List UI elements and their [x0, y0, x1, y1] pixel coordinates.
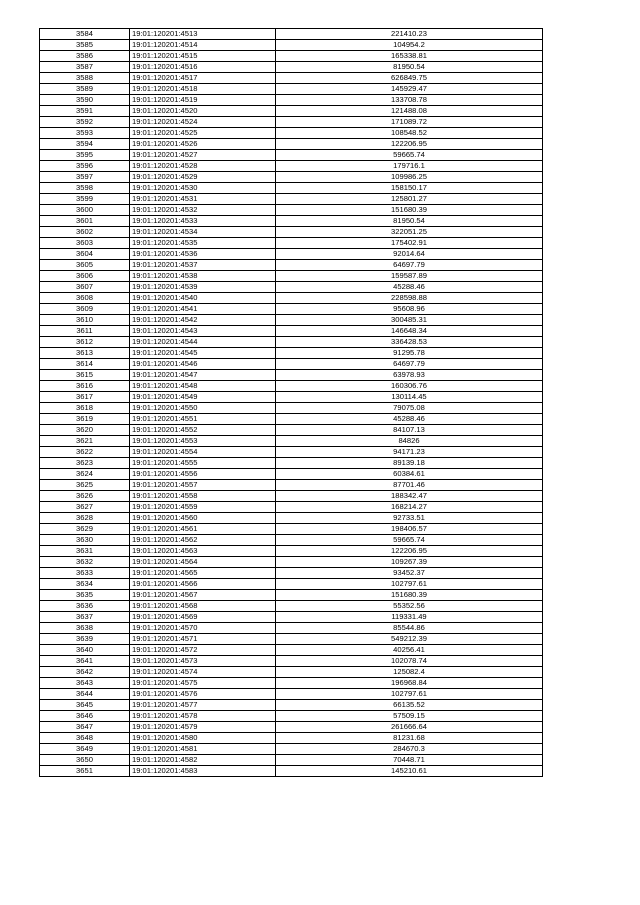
- cadastral-number-cell: 19:01:120201:4551: [130, 414, 276, 425]
- cadastral-number-cell: 19:01:120201:4563: [130, 546, 276, 557]
- row-number-cell: 3616: [40, 381, 130, 392]
- cadastral-number-cell: 19:01:120201:4520: [130, 106, 276, 117]
- row-number-cell: 3642: [40, 667, 130, 678]
- value-cell: 121488.08: [276, 106, 543, 117]
- row-number-cell: 3590: [40, 95, 130, 106]
- table-row: [40, 62, 543, 73]
- cadastral-number-cell: 19:01:120201:4532: [130, 205, 276, 216]
- table-row: [40, 678, 543, 689]
- table-row: [40, 304, 543, 315]
- cadastral-number-cell: 19:01:120201:4573: [130, 656, 276, 667]
- row-number-cell: 3603: [40, 238, 130, 249]
- row-number-cell: 3617: [40, 392, 130, 403]
- value-cell: 66135.52: [276, 700, 543, 711]
- value-cell: 81950.54: [276, 216, 543, 227]
- value-cell: 171089.72: [276, 117, 543, 128]
- row-number-cell: 3585: [40, 40, 130, 51]
- table-row: [40, 557, 543, 568]
- cadastral-number-cell: 19:01:120201:4534: [130, 227, 276, 238]
- row-number-cell: 3606: [40, 271, 130, 282]
- row-number-cell: 3632: [40, 557, 130, 568]
- table-row: [40, 150, 543, 161]
- row-number-cell: 3645: [40, 700, 130, 711]
- value-cell: 81950.54: [276, 62, 543, 73]
- cadastral-number-cell: 19:01:120201:4579: [130, 722, 276, 733]
- value-cell: 104954.2: [276, 40, 543, 51]
- value-cell: 93452.37: [276, 568, 543, 579]
- table-row: [40, 700, 543, 711]
- row-number-cell: 3594: [40, 139, 130, 150]
- table-row: [40, 403, 543, 414]
- value-cell: 84107.13: [276, 425, 543, 436]
- cadastral-number-cell: 19:01:120201:4562: [130, 535, 276, 546]
- cadastral-number-cell: 19:01:120201:4556: [130, 469, 276, 480]
- row-number-cell: 3626: [40, 491, 130, 502]
- value-cell: 228598.88: [276, 293, 543, 304]
- table-row: [40, 733, 543, 744]
- table-row: [40, 689, 543, 700]
- value-cell: 336428.53: [276, 337, 543, 348]
- row-number-cell: 3591: [40, 106, 130, 117]
- value-cell: 198406.57: [276, 524, 543, 535]
- table-row: [40, 359, 543, 370]
- cadastral-number-cell: 19:01:120201:4535: [130, 238, 276, 249]
- value-cell: 133708.78: [276, 95, 543, 106]
- cadastral-number-cell: 19:01:120201:4517: [130, 73, 276, 84]
- value-cell: 55352.56: [276, 601, 543, 612]
- table-row: [40, 436, 543, 447]
- table-row: [40, 348, 543, 359]
- table-row: [40, 381, 543, 392]
- row-number-cell: 3636: [40, 601, 130, 612]
- table-row: [40, 172, 543, 183]
- cadastral-number-cell: 19:01:120201:4559: [130, 502, 276, 513]
- value-cell: 102797.61: [276, 579, 543, 590]
- value-cell: 284670.3: [276, 744, 543, 755]
- table-row: [40, 414, 543, 425]
- cadastral-number-cell: 19:01:120201:4546: [130, 359, 276, 370]
- table-row: [40, 667, 543, 678]
- table-row: [40, 524, 543, 535]
- value-cell: 92014.64: [276, 249, 543, 260]
- row-number-cell: 3609: [40, 304, 130, 315]
- value-cell: 165338.81: [276, 51, 543, 62]
- table-row: [40, 612, 543, 623]
- cadastral-number-cell: 19:01:120201:4576: [130, 689, 276, 700]
- table-row: [40, 513, 543, 524]
- row-number-cell: 3586: [40, 51, 130, 62]
- cadastral-number-cell: 19:01:120201:4541: [130, 304, 276, 315]
- table-row: [40, 601, 543, 612]
- cadastral-number-cell: 19:01:120201:4544: [130, 337, 276, 348]
- table-row: [40, 73, 543, 84]
- table-row: [40, 95, 543, 106]
- table-row: [40, 227, 543, 238]
- row-number-cell: 3621: [40, 436, 130, 447]
- cadastral-number-cell: 19:01:120201:4569: [130, 612, 276, 623]
- row-number-cell: 3627: [40, 502, 130, 513]
- value-cell: 160306.76: [276, 381, 543, 392]
- table-row: [40, 161, 543, 172]
- data-table: [39, 28, 543, 777]
- cadastral-number-cell: 19:01:120201:4513: [130, 29, 276, 40]
- value-cell: 59665.74: [276, 150, 543, 161]
- row-number-cell: 3618: [40, 403, 130, 414]
- value-cell: 87701.46: [276, 480, 543, 491]
- value-cell: 59665.74: [276, 535, 543, 546]
- value-cell: 45288.46: [276, 282, 543, 293]
- value-cell: 64697.79: [276, 260, 543, 271]
- row-number-cell: 3593: [40, 128, 130, 139]
- table-row: [40, 370, 543, 381]
- cadastral-number-cell: 19:01:120201:4533: [130, 216, 276, 227]
- table-row: [40, 579, 543, 590]
- cadastral-number-cell: 19:01:120201:4528: [130, 161, 276, 172]
- cadastral-number-cell: 19:01:120201:4582: [130, 755, 276, 766]
- row-number-cell: 3605: [40, 260, 130, 271]
- table-row: [40, 205, 543, 216]
- table-row: [40, 337, 543, 348]
- table-row: [40, 40, 543, 51]
- row-number-cell: 3651: [40, 766, 130, 777]
- value-cell: 175402.91: [276, 238, 543, 249]
- cadastral-number-cell: 19:01:120201:4553: [130, 436, 276, 447]
- row-number-cell: 3622: [40, 447, 130, 458]
- row-number-cell: 3635: [40, 590, 130, 601]
- cadastral-number-cell: 19:01:120201:4514: [130, 40, 276, 51]
- row-number-cell: 3625: [40, 480, 130, 491]
- value-cell: 70448.71: [276, 755, 543, 766]
- table-row: [40, 447, 543, 458]
- cadastral-number-cell: 19:01:120201:4527: [130, 150, 276, 161]
- value-cell: 119331.49: [276, 612, 543, 623]
- cadastral-number-cell: 19:01:120201:4581: [130, 744, 276, 755]
- row-number-cell: 3596: [40, 161, 130, 172]
- table-row: [40, 117, 543, 128]
- row-number-cell: 3634: [40, 579, 130, 590]
- cadastral-number-cell: 19:01:120201:4526: [130, 139, 276, 150]
- cadastral-number-cell: 19:01:120201:4557: [130, 480, 276, 491]
- row-number-cell: 3619: [40, 414, 130, 425]
- row-number-cell: 3595: [40, 150, 130, 161]
- value-cell: 45288.46: [276, 414, 543, 425]
- table-row: [40, 623, 543, 634]
- cadastral-number-cell: 19:01:120201:4572: [130, 645, 276, 656]
- value-cell: 159587.89: [276, 271, 543, 282]
- value-cell: 221410.23: [276, 29, 543, 40]
- cadastral-number-cell: 19:01:120201:4542: [130, 315, 276, 326]
- cadastral-number-cell: 19:01:120201:4583: [130, 766, 276, 777]
- cadastral-number-cell: 19:01:120201:4537: [130, 260, 276, 271]
- cadastral-number-cell: 19:01:120201:4519: [130, 95, 276, 106]
- cadastral-number-cell: 19:01:120201:4540: [130, 293, 276, 304]
- row-number-cell: 3643: [40, 678, 130, 689]
- table-row: [40, 645, 543, 656]
- table-row: [40, 711, 543, 722]
- cadastral-number-cell: 19:01:120201:4555: [130, 458, 276, 469]
- table-row: [40, 194, 543, 205]
- row-number-cell: 3599: [40, 194, 130, 205]
- row-number-cell: 3629: [40, 524, 130, 535]
- value-cell: 300485.31: [276, 315, 543, 326]
- row-number-cell: 3639: [40, 634, 130, 645]
- value-cell: 151680.39: [276, 590, 543, 601]
- row-number-cell: 3641: [40, 656, 130, 667]
- table-body: [40, 29, 543, 777]
- cadastral-number-cell: 19:01:120201:4536: [130, 249, 276, 260]
- table-row: [40, 183, 543, 194]
- table-row: [40, 590, 543, 601]
- value-cell: 145210.61: [276, 766, 543, 777]
- value-cell: 626849.75: [276, 73, 543, 84]
- row-number-cell: 3628: [40, 513, 130, 524]
- row-number-cell: 3620: [40, 425, 130, 436]
- table-row: [40, 51, 543, 62]
- table-row: [40, 480, 543, 491]
- value-cell: 125801.27: [276, 194, 543, 205]
- row-number-cell: 3598: [40, 183, 130, 194]
- value-cell: 549212.39: [276, 634, 543, 645]
- value-cell: 130114.45: [276, 392, 543, 403]
- table-row: [40, 84, 543, 95]
- table-row: [40, 29, 543, 40]
- table-row: [40, 249, 543, 260]
- table-row: [40, 634, 543, 645]
- value-cell: 122206.95: [276, 139, 543, 150]
- row-number-cell: 3602: [40, 227, 130, 238]
- cadastral-number-cell: 19:01:120201:4543: [130, 326, 276, 337]
- cadastral-number-cell: 19:01:120201:4549: [130, 392, 276, 403]
- cadastral-number-cell: 19:01:120201:4530: [130, 183, 276, 194]
- table-row: [40, 502, 543, 513]
- table-row: [40, 392, 543, 403]
- value-cell: 261666.64: [276, 722, 543, 733]
- row-number-cell: 3592: [40, 117, 130, 128]
- cadastral-number-cell: 19:01:120201:4565: [130, 568, 276, 579]
- cadastral-number-cell: 19:01:120201:4539: [130, 282, 276, 293]
- cadastral-number-cell: 19:01:120201:4548: [130, 381, 276, 392]
- table-row: [40, 766, 543, 777]
- table-row: [40, 744, 543, 755]
- row-number-cell: 3630: [40, 535, 130, 546]
- row-number-cell: 3589: [40, 84, 130, 95]
- value-cell: 84826: [276, 436, 543, 447]
- value-cell: 60384.61: [276, 469, 543, 480]
- table-row: [40, 656, 543, 667]
- value-cell: 109267.39: [276, 557, 543, 568]
- row-number-cell: 3612: [40, 337, 130, 348]
- cadastral-number-cell: 19:01:120201:4554: [130, 447, 276, 458]
- value-cell: 89139.18: [276, 458, 543, 469]
- table-row: [40, 722, 543, 733]
- cadastral-number-cell: 19:01:120201:4516: [130, 62, 276, 73]
- table-row: [40, 425, 543, 436]
- cadastral-number-cell: 19:01:120201:4574: [130, 667, 276, 678]
- table-row: [40, 535, 543, 546]
- table-row: [40, 139, 543, 150]
- cadastral-number-cell: 19:01:120201:4560: [130, 513, 276, 524]
- value-cell: 109986.25: [276, 172, 543, 183]
- table-row: [40, 326, 543, 337]
- cadastral-number-cell: 19:01:120201:4550: [130, 403, 276, 414]
- value-cell: 95608.96: [276, 304, 543, 315]
- row-number-cell: 3614: [40, 359, 130, 370]
- cadastral-number-cell: 19:01:120201:4525: [130, 128, 276, 139]
- cadastral-number-cell: 19:01:120201:4552: [130, 425, 276, 436]
- row-number-cell: 3648: [40, 733, 130, 744]
- row-number-cell: 3633: [40, 568, 130, 579]
- row-number-cell: 3631: [40, 546, 130, 557]
- value-cell: 168214.27: [276, 502, 543, 513]
- table-row: [40, 546, 543, 557]
- row-number-cell: 3613: [40, 348, 130, 359]
- value-cell: 102797.61: [276, 689, 543, 700]
- cadastral-number-cell: 19:01:120201:4529: [130, 172, 276, 183]
- row-number-cell: 3588: [40, 73, 130, 84]
- value-cell: 102078.74: [276, 656, 543, 667]
- table-row: [40, 128, 543, 139]
- value-cell: 64697.79: [276, 359, 543, 370]
- table-row: [40, 271, 543, 282]
- cadastral-number-cell: 19:01:120201:4578: [130, 711, 276, 722]
- value-cell: 151680.39: [276, 205, 543, 216]
- cadastral-number-cell: 19:01:120201:4547: [130, 370, 276, 381]
- table-row: [40, 568, 543, 579]
- cadastral-number-cell: 19:01:120201:4558: [130, 491, 276, 502]
- row-number-cell: 3646: [40, 711, 130, 722]
- table-row: [40, 755, 543, 766]
- row-number-cell: 3649: [40, 744, 130, 755]
- cadastral-number-cell: 19:01:120201:4568: [130, 601, 276, 612]
- cadastral-number-cell: 19:01:120201:4571: [130, 634, 276, 645]
- cadastral-number-cell: 19:01:120201:4515: [130, 51, 276, 62]
- value-cell: 94171.23: [276, 447, 543, 458]
- row-number-cell: 3608: [40, 293, 130, 304]
- value-cell: 196968.84: [276, 678, 543, 689]
- row-number-cell: 3601: [40, 216, 130, 227]
- table-row: [40, 282, 543, 293]
- row-number-cell: 3624: [40, 469, 130, 480]
- cadastral-number-cell: 19:01:120201:4567: [130, 590, 276, 601]
- row-number-cell: 3640: [40, 645, 130, 656]
- value-cell: 125082.4: [276, 667, 543, 678]
- cadastral-number-cell: 19:01:120201:4575: [130, 678, 276, 689]
- cadastral-number-cell: 19:01:120201:4518: [130, 84, 276, 95]
- value-cell: 108548.52: [276, 128, 543, 139]
- cadastral-number-cell: 19:01:120201:4570: [130, 623, 276, 634]
- value-cell: 91295.78: [276, 348, 543, 359]
- row-number-cell: 3647: [40, 722, 130, 733]
- value-cell: 40256.41: [276, 645, 543, 656]
- table-row: [40, 216, 543, 227]
- value-cell: 146648.34: [276, 326, 543, 337]
- table-row: [40, 491, 543, 502]
- value-cell: 57509.15: [276, 711, 543, 722]
- cadastral-number-cell: 19:01:120201:4564: [130, 557, 276, 568]
- row-number-cell: 3637: [40, 612, 130, 623]
- table-row: [40, 458, 543, 469]
- value-cell: 79075.08: [276, 403, 543, 414]
- value-cell: 179716.1: [276, 161, 543, 172]
- cadastral-number-cell: 19:01:120201:4531: [130, 194, 276, 205]
- row-number-cell: 3623: [40, 458, 130, 469]
- cadastral-number-cell: 19:01:120201:4545: [130, 348, 276, 359]
- table-row: [40, 260, 543, 271]
- value-cell: 92733.51: [276, 513, 543, 524]
- row-number-cell: 3650: [40, 755, 130, 766]
- value-cell: 145929.47: [276, 84, 543, 95]
- value-cell: 158150.17: [276, 183, 543, 194]
- row-number-cell: 3607: [40, 282, 130, 293]
- row-number-cell: 3610: [40, 315, 130, 326]
- cadastral-number-cell: 19:01:120201:4580: [130, 733, 276, 744]
- row-number-cell: 3600: [40, 205, 130, 216]
- table-row: [40, 469, 543, 480]
- row-number-cell: 3615: [40, 370, 130, 381]
- row-number-cell: 3638: [40, 623, 130, 634]
- cadastral-number-cell: 19:01:120201:4561: [130, 524, 276, 535]
- cadastral-number-cell: 19:01:120201:4538: [130, 271, 276, 282]
- row-number-cell: 3611: [40, 326, 130, 337]
- row-number-cell: 3597: [40, 172, 130, 183]
- row-number-cell: 3644: [40, 689, 130, 700]
- row-number-cell: 3587: [40, 62, 130, 73]
- table-row: [40, 106, 543, 117]
- table-row: [40, 315, 543, 326]
- document-page: [39, 28, 542, 777]
- value-cell: 81231.68: [276, 733, 543, 744]
- table-row: [40, 238, 543, 249]
- row-number-cell: 3584: [40, 29, 130, 40]
- value-cell: 188342.47: [276, 491, 543, 502]
- cadastral-number-cell: 19:01:120201:4524: [130, 117, 276, 128]
- row-number-cell: 3604: [40, 249, 130, 260]
- value-cell: 322051.25: [276, 227, 543, 238]
- table-row: [40, 293, 543, 304]
- value-cell: 85544.86: [276, 623, 543, 634]
- value-cell: 122206.95: [276, 546, 543, 557]
- cadastral-number-cell: 19:01:120201:4566: [130, 579, 276, 590]
- value-cell: 63978.93: [276, 370, 543, 381]
- cadastral-number-cell: 19:01:120201:4577: [130, 700, 276, 711]
